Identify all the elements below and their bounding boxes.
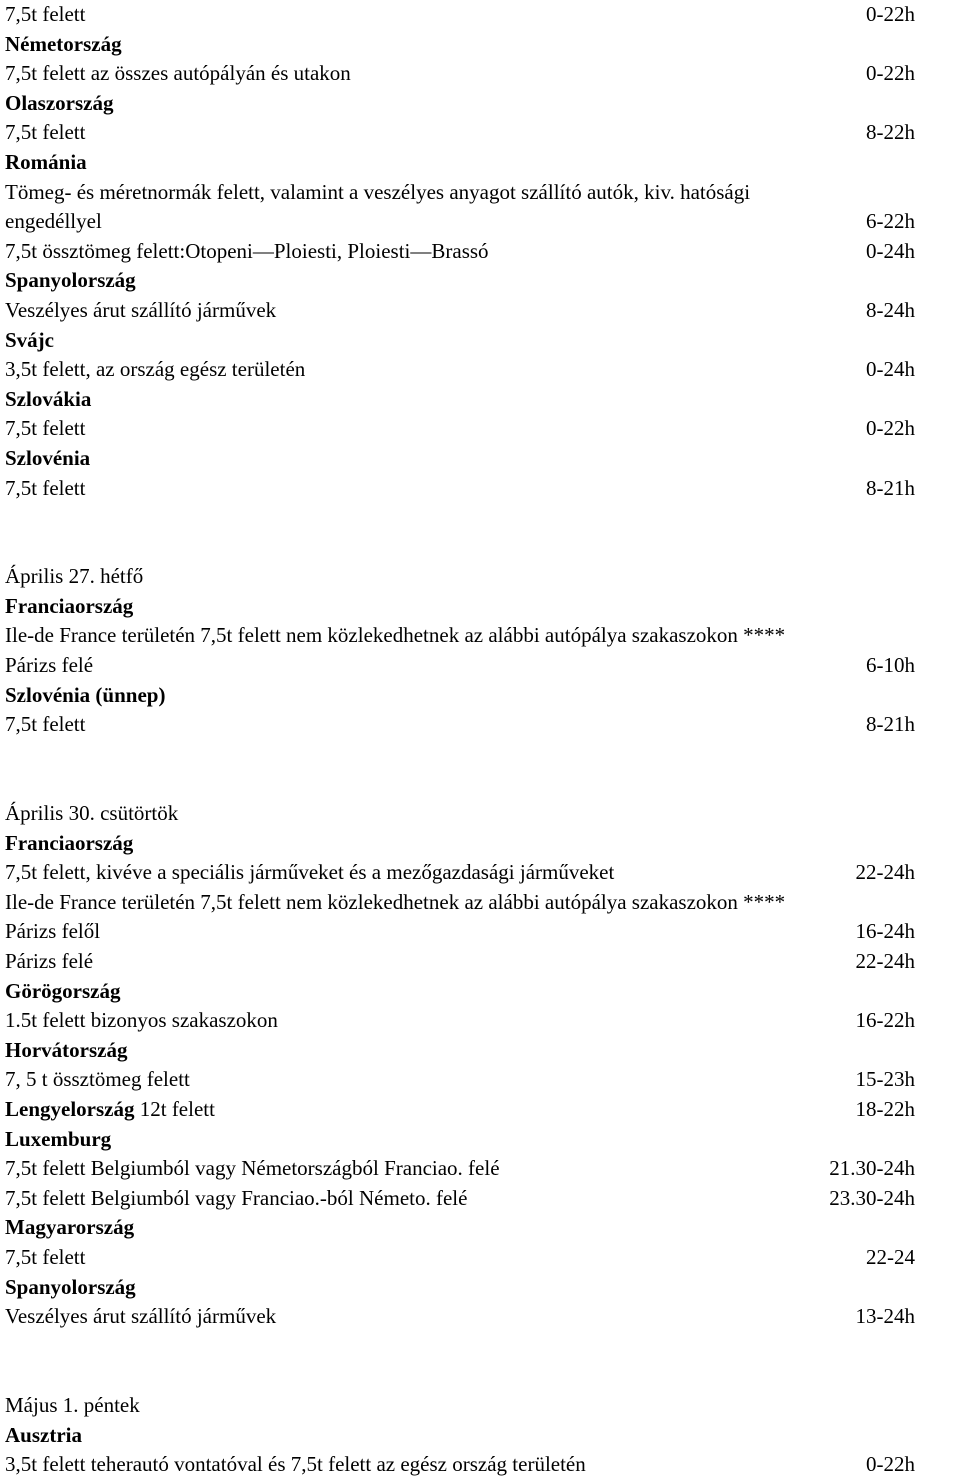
rule-time: 8-22h [866, 120, 915, 145]
country-heading-france: Franciaország [5, 593, 134, 618]
rule-line [5, 178, 960, 208]
country-heading-switzerland: Svájc [5, 327, 54, 352]
rule-text: Veszélyes árut szállító járművek [5, 297, 277, 322]
rule-line [5, 858, 960, 888]
document-page [5, 0, 960, 1480]
rule-time: 22-24 [866, 1244, 915, 1269]
rule-text: engedéllyel [5, 209, 102, 234]
rule-text: 7,5t össztömeg felett:Otopeni—Ploiesti, Ploiesti—Brassó [5, 238, 489, 263]
rule-text: Veszélyes árut szállító járművek [5, 1304, 277, 1329]
rule-text: Párizs felé [5, 949, 94, 973]
rule-text: 7,5t felett [5, 475, 86, 500]
rule-line [5, 1065, 960, 1095]
country-heading-romania: Románia [5, 149, 87, 174]
rule-time: 13-24h [855, 1304, 915, 1329]
rule-time: 23.30-24h [829, 1185, 915, 1210]
rule-text: 7,5t felett, kivéve a speciális járműveket és a mezőgazdasági járműveket [5, 860, 615, 885]
country-heading-italy: Olaszország [5, 90, 114, 115]
rule-time: 0-24h [866, 357, 915, 382]
rule-text: 7,5t felett Belgiumból vagy Németországból Franciao. felé [5, 1156, 500, 1181]
rule-time: 18-22h [855, 1096, 915, 1121]
rule-time: 6-10h [866, 653, 915, 678]
rule-line [5, 917, 960, 947]
rule-line [5, 651, 960, 681]
rule-time: 16-22h [855, 1008, 915, 1033]
rule-line [5, 237, 960, 267]
country-heading-luxembourg: Luxemburg [5, 1126, 112, 1151]
rule-line [5, 1302, 960, 1332]
country-heading-austria: Ausztria [5, 1422, 82, 1447]
rule-time: 8-21h [866, 712, 915, 737]
rule-line [5, 118, 960, 148]
spacer [5, 503, 960, 533]
rule-time: 0-22h [866, 2, 915, 26]
rule-text: 7,5t felett [5, 120, 86, 145]
rule-text: Ile-de France területén 7,5t felett nem közlekedhetnek az alábbi autópálya szakaszokon **** [5, 889, 786, 914]
rule-time: 0-22h [866, 1452, 915, 1477]
rule-line [5, 947, 960, 977]
spacer [5, 769, 960, 799]
rule-text: 7,5t felett [5, 416, 86, 441]
rule-text: 7, 5 t össztömeg felett [5, 1067, 190, 1092]
country-heading-spain: Spanyolország [5, 1274, 136, 1299]
rule-line [5, 621, 960, 651]
rule-line [5, 888, 960, 918]
rule-line [5, 296, 960, 326]
rule-line [5, 355, 960, 385]
rule-time: 0-22h [866, 61, 915, 86]
rule-line [5, 414, 960, 444]
country-heading-greece: Görögország [5, 978, 121, 1003]
country-heading-germany: Németország [5, 31, 122, 56]
rule-time: 0-22h [866, 416, 915, 441]
rule-time: 22-24h [855, 949, 915, 973]
rule-time: 6-22h [866, 209, 915, 234]
spacer [5, 533, 960, 563]
rule-line [5, 474, 960, 504]
country-heading-france: Franciaország [5, 830, 134, 855]
rule-text: 7,5t felett Belgiumból vagy Franciao.-ból Németo. felé [5, 1185, 468, 1210]
rule-text: 1.5t felett bizonyos szakaszokon [5, 1008, 278, 1033]
rule-line [5, 1184, 960, 1214]
rule-line [5, 710, 960, 740]
rule-text: 3,5t felett, az ország egész területén [5, 357, 306, 382]
rule-text: Párizs felől [5, 919, 101, 944]
spacer [5, 1361, 960, 1391]
country-heading-hungary: Magyarország [5, 1215, 135, 1240]
spacer [5, 1332, 960, 1362]
rule-text: Tömeg- és méretnormák felett, valamint a veszélyes anyagot szállító autók, kiv. hatósági [5, 179, 751, 204]
rule-text: 7,5t felett [5, 712, 86, 737]
rule-line [5, 59, 960, 89]
rule-line [5, 1243, 960, 1273]
country-heading-slovenia: Szlovénia [5, 445, 91, 470]
country-heading-slovakia: Szlovákia [5, 386, 92, 411]
spacer [5, 740, 960, 770]
rule-line [5, 1450, 960, 1480]
country-heading-croatia: Horvátország [5, 1037, 128, 1062]
rule-time: 8-24h [866, 297, 915, 322]
date-heading-apr30: Április 30. csütörtök [5, 801, 179, 826]
rule-time: 22-24h [855, 860, 915, 885]
rule-text: 7,5t felett [5, 1244, 86, 1269]
rule-time: 21.30-24h [829, 1156, 915, 1181]
rule-time: 16-24h [855, 919, 915, 944]
country-heading-poland: Lengyelország [5, 1096, 135, 1121]
rule-text: Ile-de France területén 7,5t felett nem közlekedhetnek az alábbi autópálya szakaszokon **** [5, 623, 786, 648]
rule-line [5, 1154, 960, 1184]
country-heading-slovenia-holiday: Szlovénia (ünnep) [5, 682, 166, 707]
rule-line [5, 1006, 960, 1036]
rule-time: 8-21h [866, 475, 915, 500]
rule-text: 3,5t felett teherautó vontatóval és 7,5t felett az egész ország területén [5, 1452, 586, 1477]
date-heading-may1: Május 1. péntek [5, 1392, 140, 1417]
rule-line [5, 0, 960, 30]
date-heading-apr27: Április 27. hétfő [5, 564, 144, 589]
rule-text: 7,5t felett [5, 2, 86, 26]
rule-line [5, 1095, 960, 1125]
rule-line [5, 207, 960, 237]
rule-time: 0-24h [866, 238, 915, 263]
rule-text: Párizs felé [5, 653, 94, 678]
rule-time: 15-23h [855, 1067, 915, 1092]
rule-text: 7,5t felett az összes autópályán és utakon [5, 61, 351, 86]
rule-text: 12t felett [134, 1096, 215, 1121]
country-heading-spain: Spanyolország [5, 268, 136, 293]
